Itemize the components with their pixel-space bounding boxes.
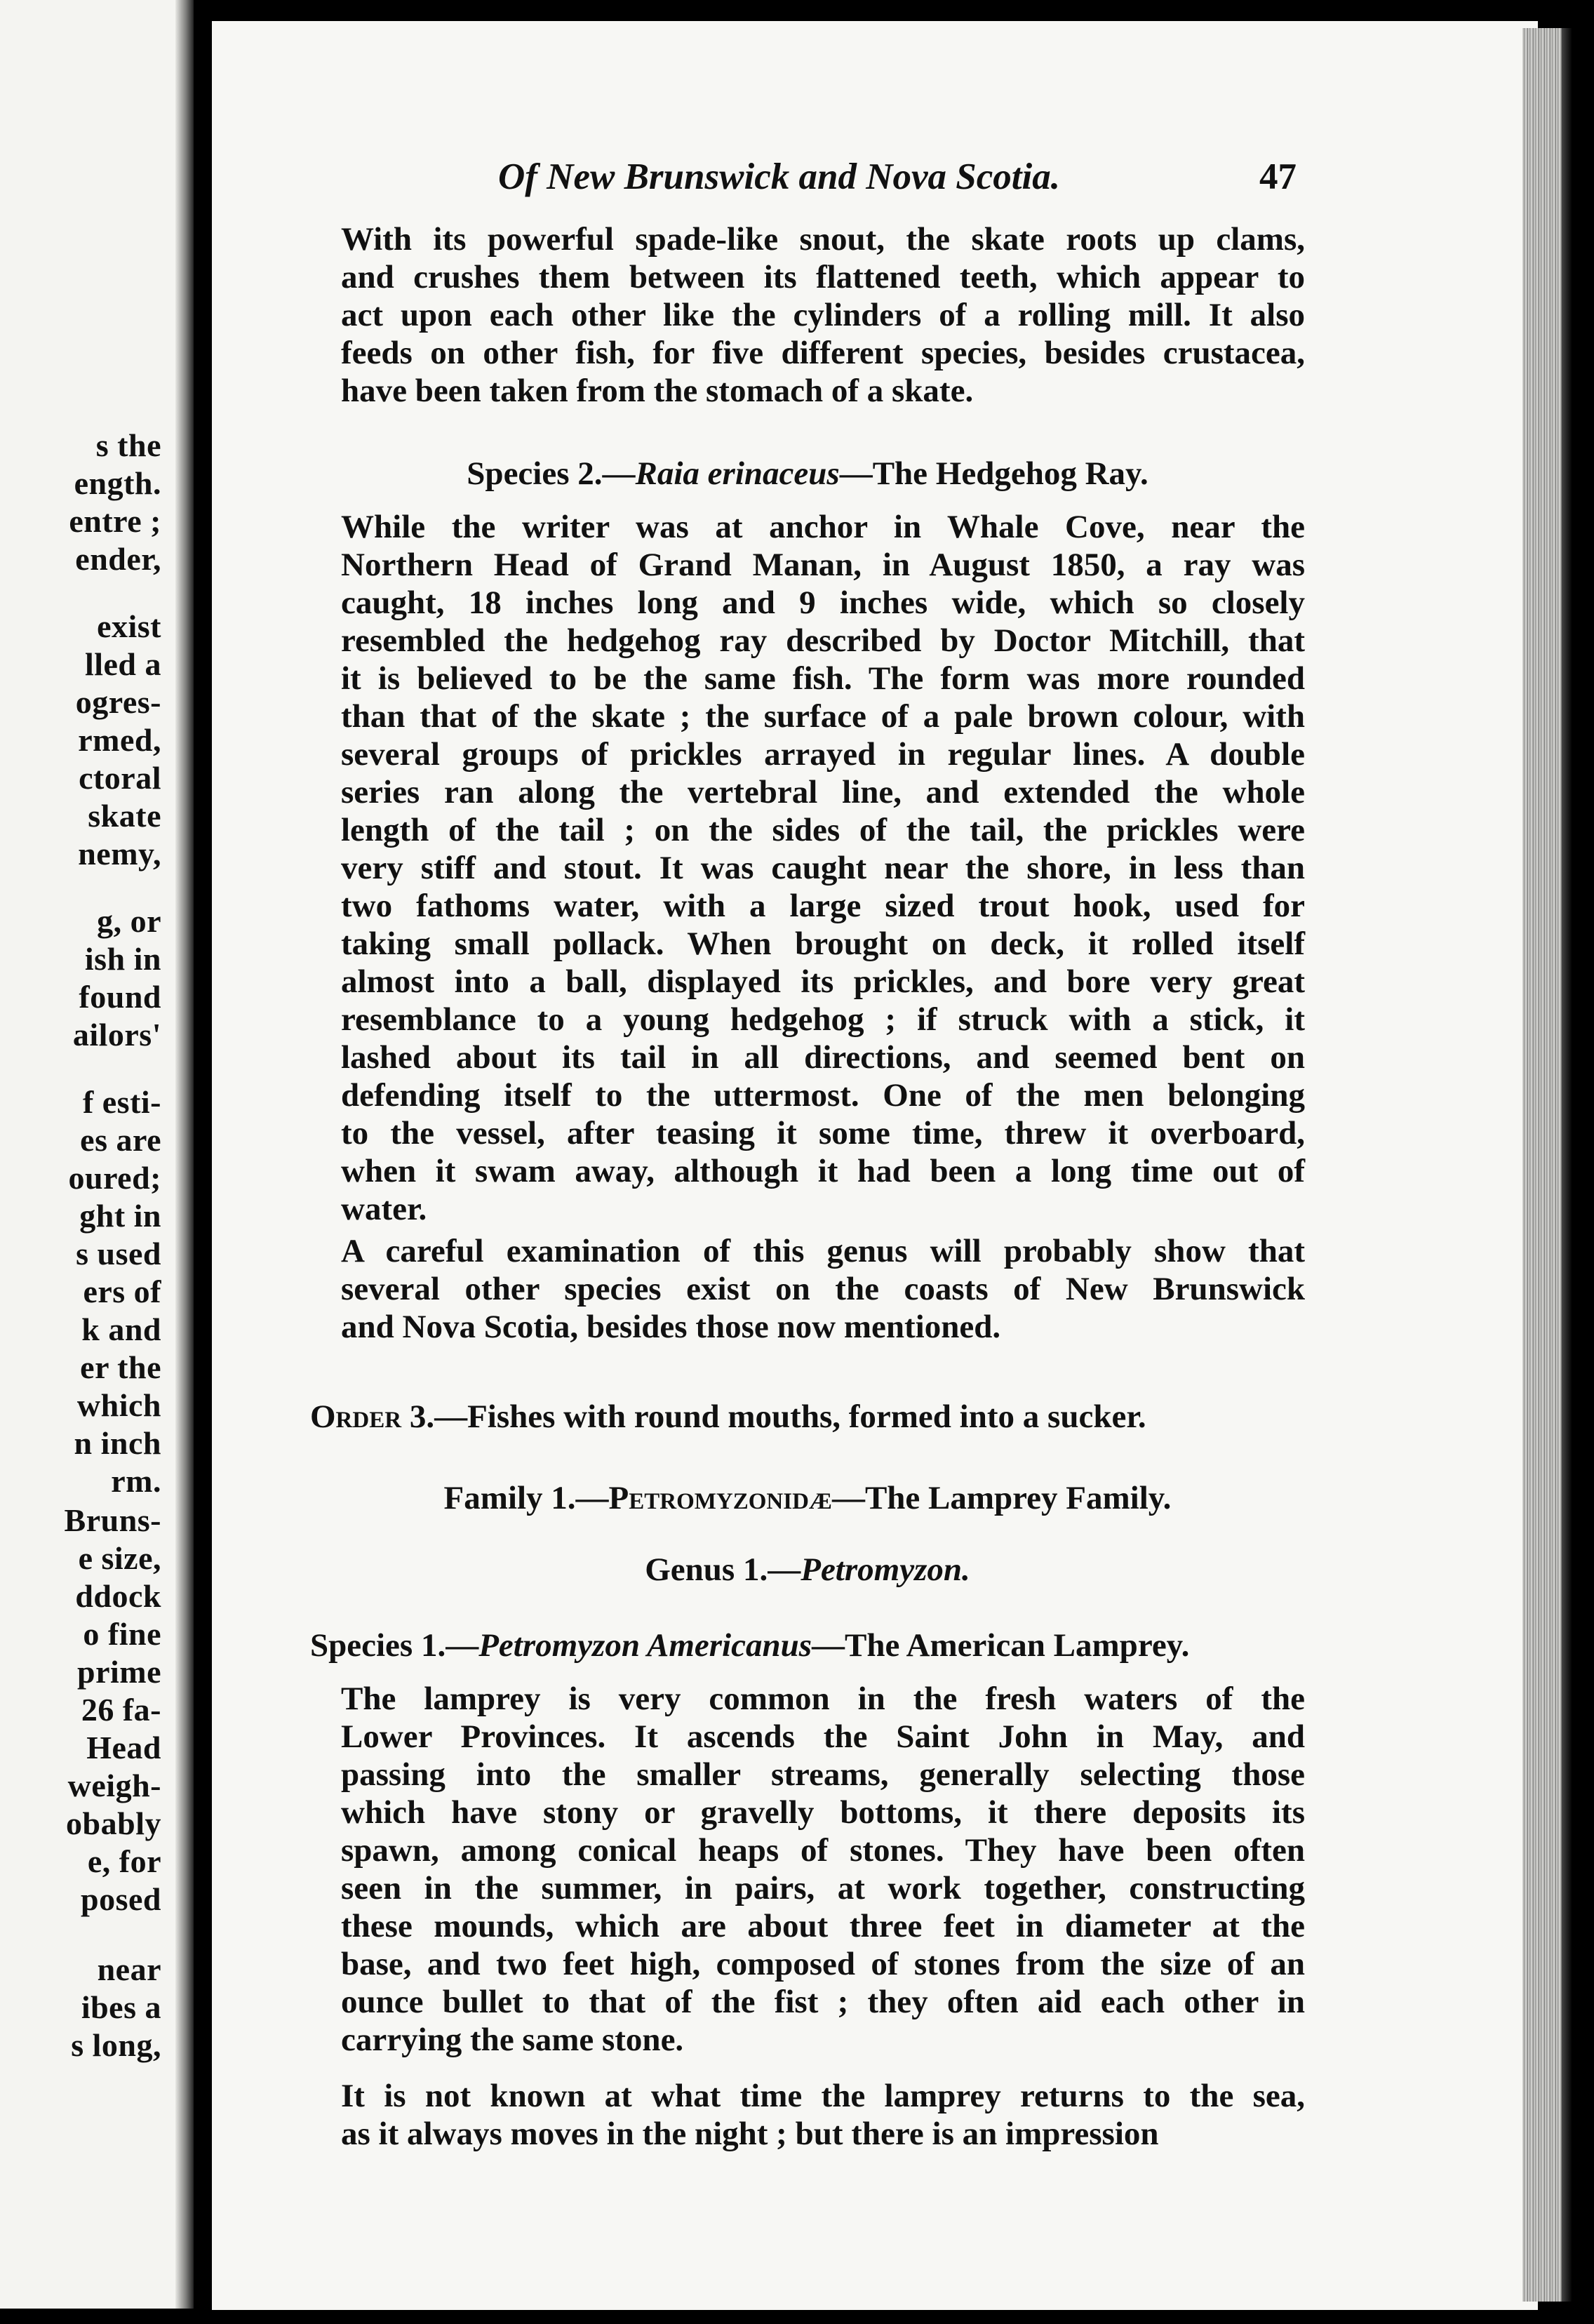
- text-line: spawn, among conical heaps of stones. They have been often: [341, 1832, 1305, 1869]
- text-line: act upon each other like the cylinders of a rolling mill. It also: [341, 297, 1305, 333]
- text-line: several groups of prickles arrayed in regular lines. A double: [341, 736, 1305, 773]
- text-line: than that of the skate ; the surface of a pale brown colour, with: [341, 698, 1305, 735]
- text-line: it is believed to be the same fish. The form was more rounded: [341, 660, 1305, 697]
- text-line: lashed about its tail in all directions, and seemed bent on: [341, 1039, 1305, 1076]
- facing-page-line: ers of: [83, 1274, 161, 1309]
- facing-page-line: entre ;: [69, 503, 161, 539]
- page-stack-edge: [1522, 28, 1572, 2302]
- text-line: While the writer was at anchor in Whale Cove, near the: [341, 509, 1305, 545]
- facing-page-line: posed: [81, 1881, 161, 1917]
- facing-page-line: near: [97, 1951, 161, 1987]
- text-line: series ran along the vertebral line, and extended the whole: [341, 774, 1305, 810]
- facing-page-line: ibes a: [81, 1989, 161, 2025]
- facing-page-line: 26 fa-: [81, 1692, 161, 1728]
- paragraph-hedgehog-ray: [310, 508, 1305, 1228]
- paragraph-lamprey-migration: [310, 2077, 1305, 2153]
- text-line: and Nova Scotia, besides those now mentioned.: [341, 1309, 1001, 1345]
- facing-page-line: weigh-: [67, 1768, 161, 1803]
- facing-page-line: ddock: [75, 1578, 161, 1614]
- running-header: [491, 156, 1305, 198]
- page-number: 47: [1259, 156, 1297, 197]
- text-line: and crushes them between its flattened teeth, which appear to: [341, 259, 1305, 295]
- facing-page-line: Head: [86, 1730, 161, 1765]
- genus-1-heading: Genus 1.—Petromyzon.: [645, 1551, 970, 1588]
- facing-page-line: s the: [95, 427, 161, 463]
- order-3-heading: Order 3.—Fishes with round mouths, formed into a sucker.: [310, 1398, 1146, 1435]
- paragraph-skate-feeding: [310, 220, 1305, 410]
- facing-page-line: ctoral: [79, 760, 161, 796]
- text-line: base, and two feet high, composed of stones from the size of an: [341, 1946, 1305, 1982]
- text-line: resemblance to a young hedgehog ; if struck with a stick, it: [341, 1001, 1305, 1038]
- facing-page-line: found: [79, 979, 161, 1015]
- text-line: have been taken from the stomach of a skate.: [341, 373, 974, 409]
- facing-page-line: which: [76, 1387, 161, 1423]
- text-line: Lower Provinces. It ascends the Saint John in May, and: [341, 1718, 1305, 1755]
- family-name: Petromyzonidæ: [608, 1480, 832, 1516]
- facing-page-line: e size,: [78, 1540, 161, 1576]
- facing-page-line: rm.: [111, 1463, 161, 1499]
- facing-page-line: ish in: [84, 941, 161, 977]
- facing-page-line: s used: [76, 1236, 161, 1271]
- facing-page-line: ength.: [74, 465, 161, 501]
- text-line: when it swam away, although it had been a long time out of: [341, 1153, 1305, 1189]
- running-head-title: Of New Brunswick and Nova Scotia.: [498, 156, 1060, 197]
- text-line: carrying the same stone.: [341, 2022, 684, 2058]
- facing-page-line: o fine: [83, 1616, 161, 1652]
- facing-page-line: f esti-: [82, 1084, 161, 1120]
- facing-page-line: nemy,: [78, 836, 161, 872]
- text-line: these mounds, which are about three feet in diameter at the: [341, 1908, 1305, 1944]
- text-line: caught, 18 inches long and 9 inches wide, which so closely: [341, 585, 1305, 621]
- page-gutter: [175, 0, 194, 2309]
- text-line: length of the tail ; on the sides of the tail, the prickles were: [341, 812, 1305, 848]
- facing-page-line: g, or: [97, 903, 161, 939]
- text-line: ounce bullet to that of the fist ; they often aid each other in: [341, 1984, 1305, 2020]
- facing-page-line: exist: [97, 608, 161, 644]
- facing-page-line: k and: [81, 1311, 161, 1347]
- facing-page-line: rmed,: [78, 722, 161, 758]
- species-1-latin-name: Petromyzon Americanus: [478, 1627, 812, 1664]
- facing-page-fragment: [0, 0, 194, 2309]
- facing-page-line: ght in: [79, 1198, 161, 1234]
- text-line: feeds on other fish, for five different species, besides crustacea,: [341, 335, 1305, 371]
- text-line: taking small pollack. When brought on deck, it rolled itself: [341, 926, 1305, 962]
- facing-page-line: skate: [88, 798, 161, 834]
- text-line: which have stony or gravelly bottoms, it there deposits its: [341, 1794, 1305, 1831]
- facing-page-line: n inch: [74, 1425, 161, 1461]
- facing-page-line: ogres-: [75, 684, 161, 720]
- text-line: It is not known at what time the lamprey returns to the sea,: [341, 2078, 1305, 2114]
- family-1-heading: Family 1.—Petromyzonidæ—The Lamprey Family.: [443, 1480, 1172, 1516]
- facing-page-line: obably: [66, 1805, 161, 1841]
- genus-latin-name: Petromyzon.: [801, 1551, 970, 1588]
- facing-page-line: es are: [80, 1122, 161, 1158]
- text-line: seen in the summer, in pairs, at work together, constructing: [341, 1870, 1305, 1906]
- species-1-heading: Species 1.—Petromyzon Americanus—The American Lamprey.: [310, 1627, 1190, 1664]
- species-2-heading: Species 2.—Raia erinaceus—The Hedgehog Ray.: [467, 455, 1148, 492]
- facing-page-line: e, for: [87, 1843, 161, 1879]
- text-line: passing into the smaller streams, generally selecting those: [341, 1756, 1305, 1793]
- facing-page-line: lled a: [84, 646, 161, 682]
- facing-page-line: Bruns-: [64, 1502, 161, 1538]
- facing-page-line: ender,: [75, 541, 161, 577]
- paragraph-lamprey-habits: [310, 1680, 1305, 2059]
- text-line: to the vessel, after teasing it some time, threw it overboard,: [341, 1115, 1305, 1151]
- facing-page-line: s long,: [71, 2027, 161, 2063]
- text-line: The lamprey is very common in the fresh waters of the: [341, 1681, 1305, 1717]
- text-line: as it always moves in the night ; but there is an impression: [341, 2116, 1159, 2152]
- facing-page-line: er the: [80, 1349, 161, 1385]
- text-line: several other species exist on the coasts of New Brunswick: [341, 1271, 1305, 1307]
- text-line: almost into a ball, displayed its prickles, and bore very great: [341, 963, 1305, 1000]
- text-line: A careful examination of this genus will probably show that: [341, 1233, 1305, 1269]
- text-line: two fathoms water, with a large sized trout hook, used for: [341, 888, 1305, 924]
- facing-page-line: ailors': [72, 1017, 161, 1053]
- text-line: very stiff and stout. It was caught near the shore, in less than: [341, 850, 1305, 886]
- text-line: Northern Head of Grand Manan, in August 1850, a ray was: [341, 547, 1305, 583]
- text-line: defending itself to the uttermost. One of the men belonging: [341, 1077, 1305, 1114]
- facing-page-line: prime: [76, 1654, 161, 1690]
- text-line: water.: [341, 1191, 427, 1227]
- text-line: With its powerful spade-like snout, the skate roots up clams,: [341, 221, 1305, 258]
- species-2-latin-name: Raia erinaceus: [635, 455, 840, 492]
- facing-page-line: oured;: [68, 1160, 161, 1196]
- paragraph-genus-examination: [310, 1232, 1305, 1346]
- text-line: resembled the hedgehog ray described by Doctor Mitchill, that: [341, 622, 1305, 659]
